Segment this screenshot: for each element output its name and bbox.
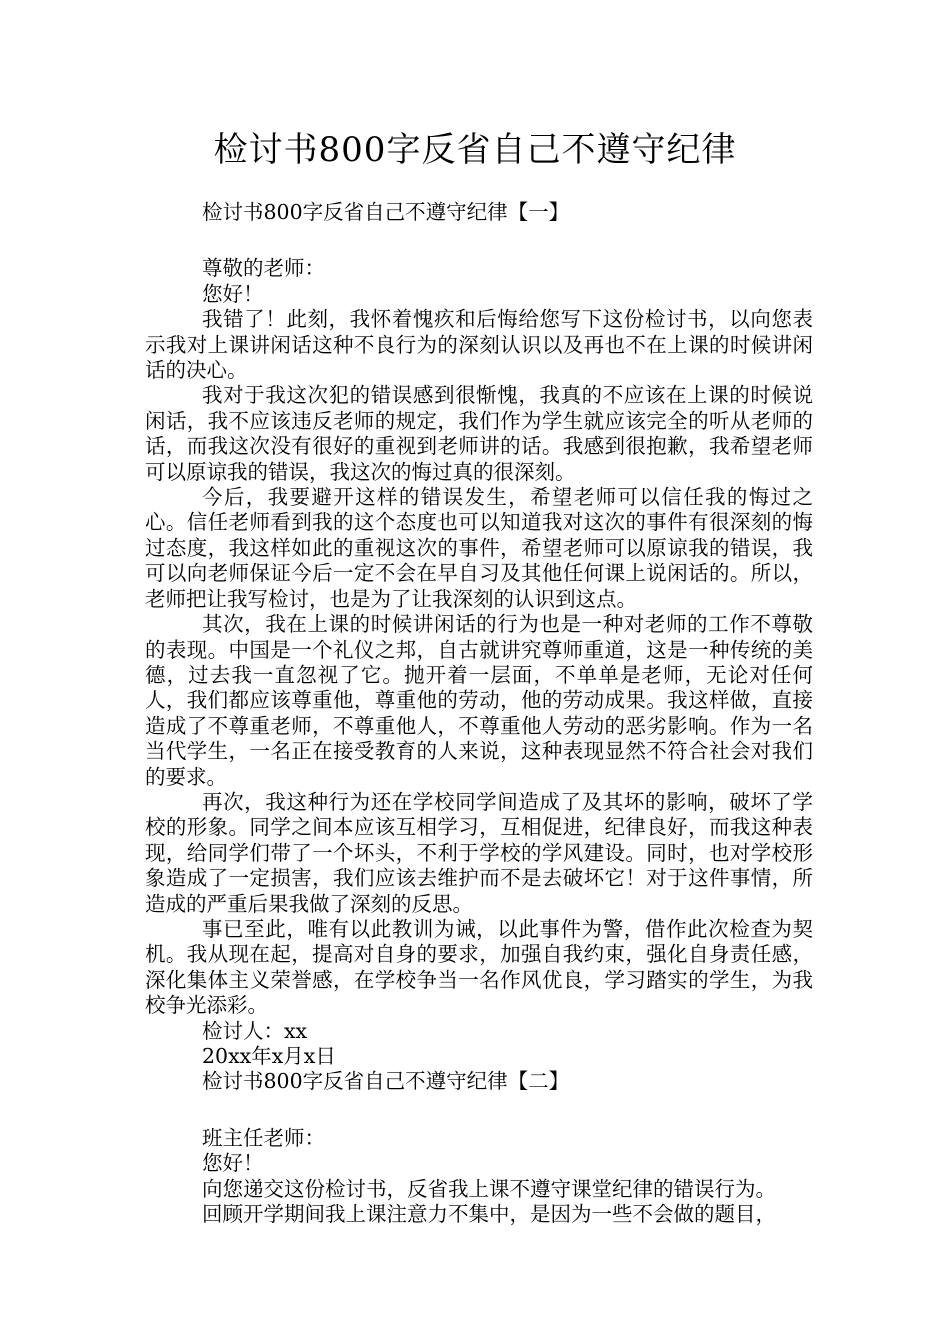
paragraph: 再次，我这种行为还在学校同学间造成了及其坏的影响，破坏了学校的形象。同学之间本应该互相学习，互相促进，纪律良好，而我这种表现，给同学们带了一个坏头，不利于学校的学风建设。同时，也对学校形象造成了一定损害，我们应该去维护而不是去破坏它！对于这件事情，所造成的严重后果我做了深刻的反思。 xyxy=(145,789,813,916)
salutation: 尊敬的老师： xyxy=(202,256,325,281)
salutation: 班主任老师： xyxy=(202,1125,325,1150)
date: 20xx年x月x日 xyxy=(202,1044,336,1068)
blank-line xyxy=(145,1095,813,1120)
document-title: 检讨书800字反省自己不遵守纪律 xyxy=(213,130,737,170)
paragraph: 今后，我要避开这样的错误发生，希望老师可以信任我的悔过之心。信任老师看到我的这个态度也可以知道我对这次的事件有很深刻的悔过态度，我这样如此的重视这次的事件，希望老师可以原谅我的错误，我可以向老师保证今后一定不会在早自习及其他任何课上说闲话的。所以，老师把让我写检讨，也是为了让我深刻的认识到这点。 xyxy=(145,485,813,611)
paragraph: 其次，我在上课的时候讲闲话的行为也是一种对老师的工作不尊敬的表现。中国是一个礼仪之邦，自古就讲究尊师重道，这是一种传统的美德，过去我一直忽视了它。抛开着一层面，不单单是老师，无论对任何人，我们都应该尊重他，尊重他的劳动，他的劳动成果。我这样做，直接造成了不尊重老师，不尊重他人，不尊重他人劳动的恶劣影响。作为一名当代学生，一名正在接受教育的人来说，这种表现显然不符合社会对我们的要求。 xyxy=(145,612,813,789)
signature: 检讨人：xx xyxy=(202,1018,308,1043)
paragraph-line: 回顾开学期间我上课注意力不集中，是因为一些不会做的题目， xyxy=(202,1202,776,1227)
section-heading-2: 检讨书800字反省自己不遵守纪律【二】 xyxy=(202,1069,570,1094)
paragraph-line: 向您递交这份检讨书，反省我上课不遵守课堂纪律的错误行为。 xyxy=(202,1176,776,1201)
blank-line xyxy=(145,225,813,250)
paragraph: 我错了！此刻，我怀着愧疚和后悔给您写下这份检讨书，以向您表示我对上课讲闲话这种不良行为的深刻认识以及再也不在上课的时候讲闲话的决心。 xyxy=(145,307,813,383)
greeting: 您好！ xyxy=(202,281,264,306)
greeting: 您好！ xyxy=(202,1151,264,1176)
paragraph: 我对于我这次犯的错误感到很惭愧，我真的不应该在上课的时候说闲话，我不应该违反老师的规定，我们作为学生就应该完全的听从老师的话，而我这次没有很好的重视到老师讲的话。我感到很抱歉，我希望老师可以原谅我的错误，我这次的悔过真的很深刻。 xyxy=(145,383,813,484)
document-body xyxy=(145,200,813,1227)
paragraph: 事已至此，唯有以此教训为诫，以此事件为警，借作此次检查为契机。我从现在起，提高对自身的要求，加强自我约束，强化自身责任感，深化集体主义荣誉感，在学校争当一名作风优良，学习踏实的学生，为我校争光添彩。 xyxy=(145,916,813,1018)
section-heading-1: 检讨书800字反省自己不遵守纪律【一】 xyxy=(202,200,570,224)
